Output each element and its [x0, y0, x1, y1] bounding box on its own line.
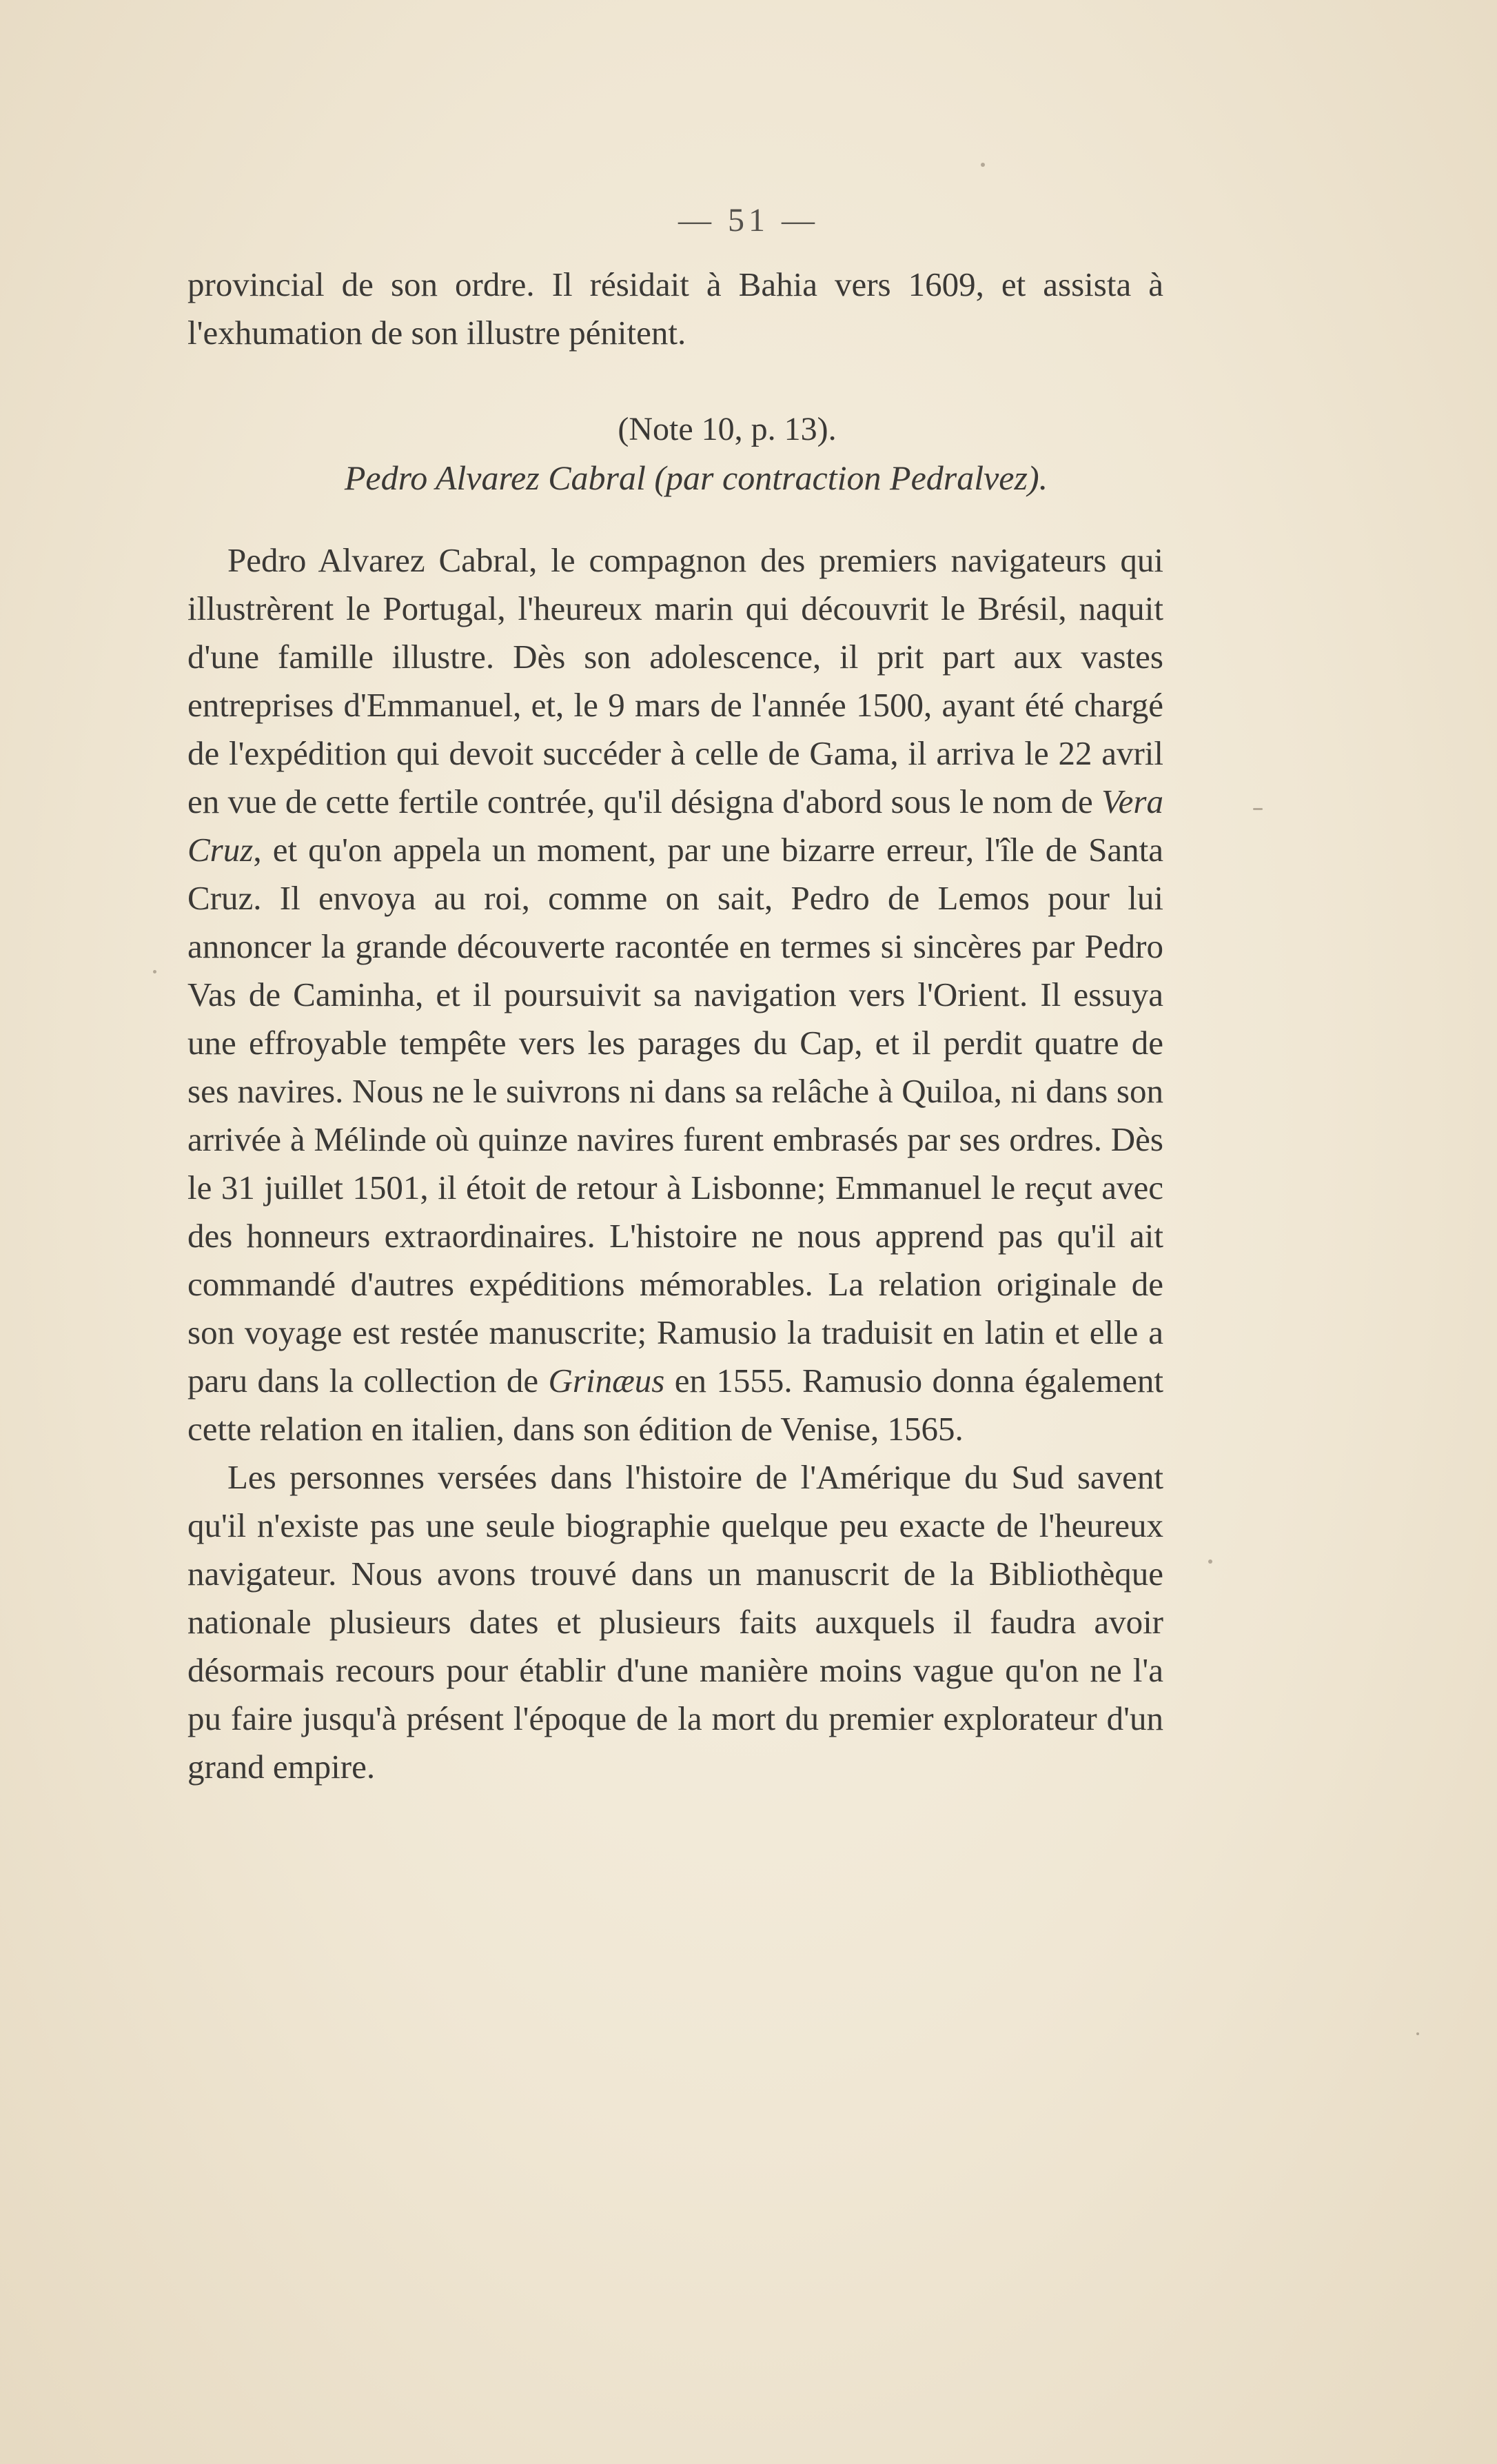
- paragraph-cabral-part2: , et qu'on appela un moment, par une bizarre erreur, l'île de Santa Cruz. Il envoya au roi, comme on sait, Pedro de Lemos pour lui annoncer la grande découverte racontée en termes si sincères par Pedro Vas de Caminha, et il poursuivit sa navigation vers l'Orient. Il essuya une effroyable tempête vers les parages du Cap, et il perdit quatre de ses navires. Nous ne le suivrons ni dans sa relâche à Quiloa, ni dans son arrivée à Mélinde où quinze navires furent embrasés par ses ordres. Dès le 31 juillet 1501, il étoit de retour à Lisbonne; Emmanuel le reçut avec des honneurs extraordinaires. L'histoire ne nous apprend pas qu'il ait commandé d'autres expéditions mémorables. La relation originale de son voyage est restée manuscrite; Ramusio la traduisit en latin et elle a paru dans la collection de: [187, 831, 1163, 1400]
- paragraph-cabral-part1: Pedro Alvarez Cabral, le compagnon des premiers navigateurs qui illustrèrent le Portugal, l'heureux marin qui découvrit le Brésil, naquit d'une famille illustre. Dès son adolescence, il prit part aux vastes entreprises d'Emmanuel, et, le 9 mars de l'année 1500, ayant été chargé de l'expédition qui devoit succéder à celle de Gama, il arriva le 22 avril en vue de cette fertile contrée, qu'il désigna d'abord sous le nom de: [187, 541, 1163, 820]
- page-number: — 51 —: [678, 202, 819, 239]
- paper-speck: [1208, 1559, 1212, 1564]
- note-reference: (Note 10, p. 13).: [618, 411, 837, 447]
- paper-speck: [1416, 2032, 1419, 2035]
- paper-speck: [153, 970, 156, 973]
- paper-speck: [1253, 808, 1263, 810]
- paper-speck: [981, 163, 985, 167]
- vera-cruz-term: Vera Cruz: [187, 782, 1163, 869]
- continuation-paragraph: provincial de son ordre. Il résidait à Bahia vers 1609, et assista à l'exhumation de son illustre pénitent.: [187, 265, 1163, 352]
- note-title: [187, 454, 1163, 502]
- note-title-paren: (par contraction Pedralvez).: [654, 458, 1048, 497]
- note-title-name: Pedro Alvarez Cabral: [344, 458, 646, 497]
- paragraph-cabral: [187, 536, 1163, 1453]
- paragraph-biography: Les personnes versées dans l'histoire de l'Amérique du Sud savent qu'il n'existe pas une seule biographie quelque peu exacte de l'heureux navigateur. Nous avons trouvé dans un manuscrit de la Bibliothèque nationale plusieurs dates et plusieurs faits auxquels il faudra avoir désormais recours pour établir d'une manière moins vague qu'on ne l'a pu faire jusqu'à présent l'époque de la mort du premier explorateur d'un grand empire.: [187, 1458, 1163, 1786]
- paragraph-cabral-part3: en 1555. Ramusio donna également cette relation en italien, dans son édition de Venise, 1565.: [187, 1362, 1163, 1448]
- text-block: [187, 261, 1163, 1791]
- grinaeus-term: Grinæus: [548, 1362, 665, 1400]
